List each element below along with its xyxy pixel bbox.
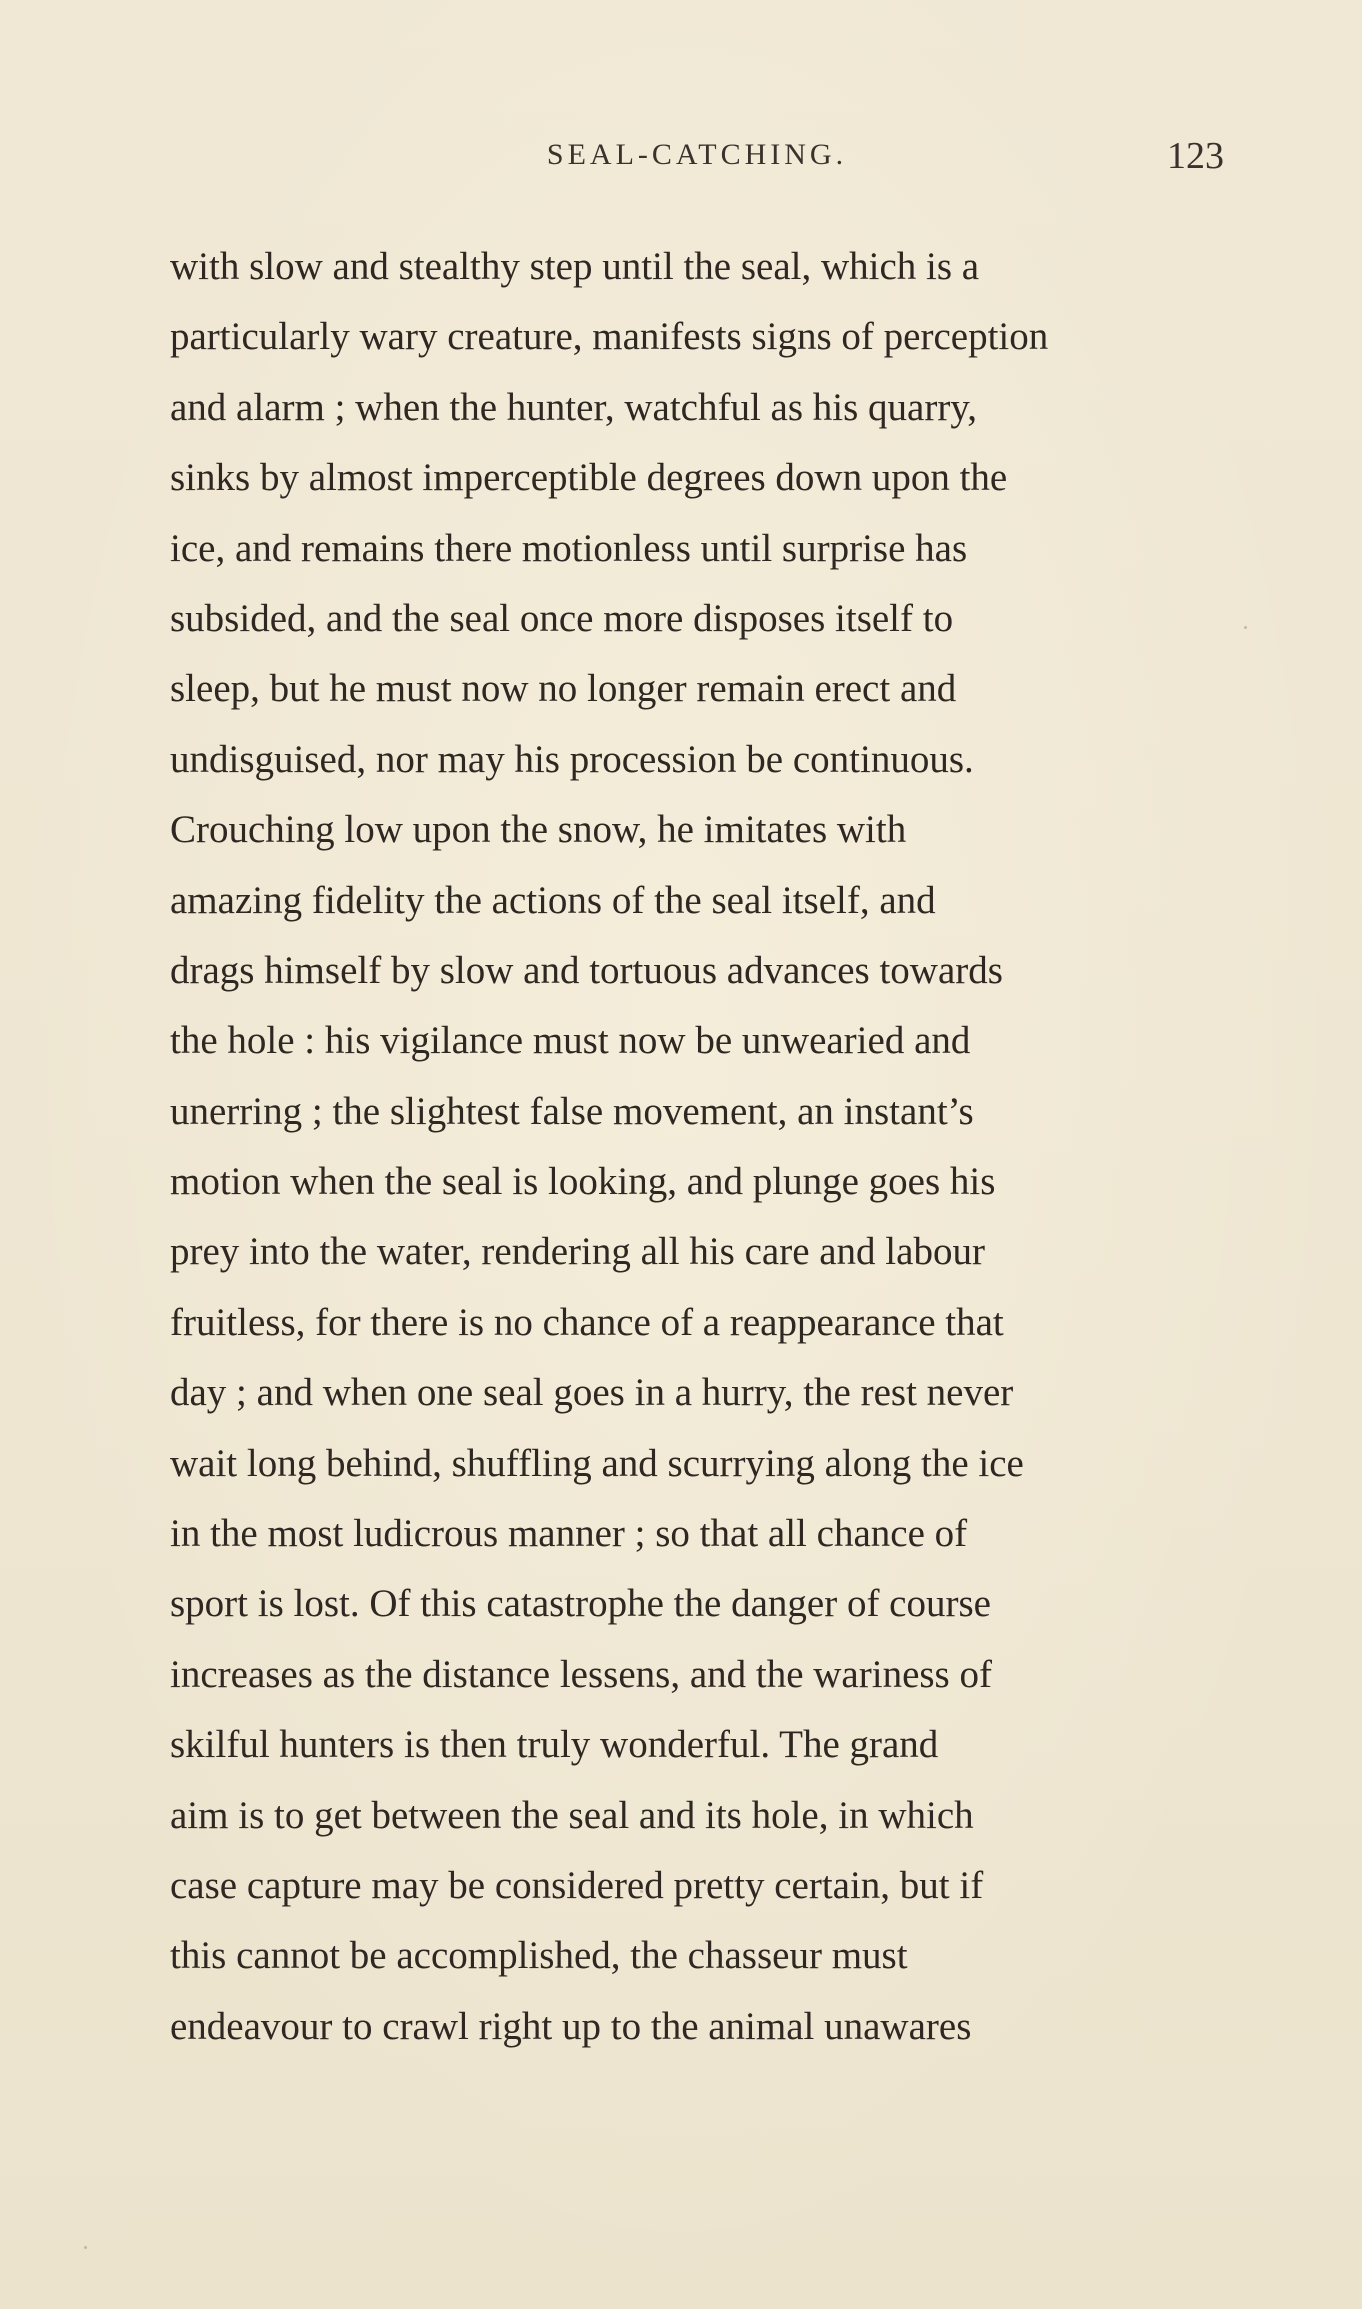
paper-speck <box>84 2246 87 2249</box>
text-line: sport is lost. Of this catastrophe the danger of course <box>170 1582 991 1626</box>
paper-speck <box>1244 626 1247 629</box>
text-line: the hole : his vigilance must now be unwearied and <box>170 1019 971 1063</box>
text-line: prey into the water, rendering all his care and labour <box>170 1230 985 1274</box>
text-line: fruitless, for there is no chance of a reappearance that <box>170 1300 1004 1344</box>
text-line: skilful hunters is then truly wonderful. The grand <box>170 1723 939 1767</box>
text-line: aim is to get between the seal and its hole, in which <box>170 1793 974 1837</box>
text-line: day ; and when one seal goes in a hurry, the rest never <box>170 1371 1014 1415</box>
text-line: sleep, but he must now no longer remain erect and <box>170 667 957 711</box>
text-line: and alarm ; when the hunter, watchful as his quarry, <box>170 385 978 429</box>
text-line: drags himself by slow and tortuous advances towards <box>170 948 1003 992</box>
text-line: ice, and remains there motionless until surprise has <box>170 526 968 570</box>
text-line: Crouching low upon the snow, he imitates with <box>170 808 907 852</box>
running-head <box>170 135 1224 178</box>
paper-speck <box>640 1890 643 1893</box>
text-line: subsided, and the seal once more disposes itself to <box>170 596 954 640</box>
text-line: this cannot be accomplished, the chasseur must <box>170 1934 908 1978</box>
page-number: 123 <box>1167 135 1224 177</box>
text-line: in the most ludicrous manner ; so that all chance of <box>170 1512 968 1556</box>
text-line: case capture may be considered pretty certain, but if <box>170 1863 984 1907</box>
text-line: particularly wary creature, manifests signs of perception <box>170 315 1049 359</box>
text-line: with slow and stealthy step until the seal, which is a <box>170 245 980 288</box>
text-line: undisguised, nor may his procession be continuous. <box>170 737 974 781</box>
running-title: SEAL-CATCHING. <box>546 138 848 171</box>
text-line: sinks by almost imperceptible degrees down upon the <box>170 456 1008 500</box>
text-line: unerring ; the slightest false movement, an instant’s <box>170 1089 974 1133</box>
text-line: increases as the distance lessens, and the wariness of <box>170 1652 992 1696</box>
body-text <box>170 232 1224 2062</box>
text-line: endeavour to crawl right up to the animal unawares <box>170 2004 972 2048</box>
text-line: amazing fidelity the actions of the seal itself, and <box>170 878 936 922</box>
text-line: motion when the seal is looking, and plunge goes his <box>170 1160 996 1204</box>
text-line: wait long behind, shuffling and scurrying along the ice <box>170 1441 1024 1485</box>
